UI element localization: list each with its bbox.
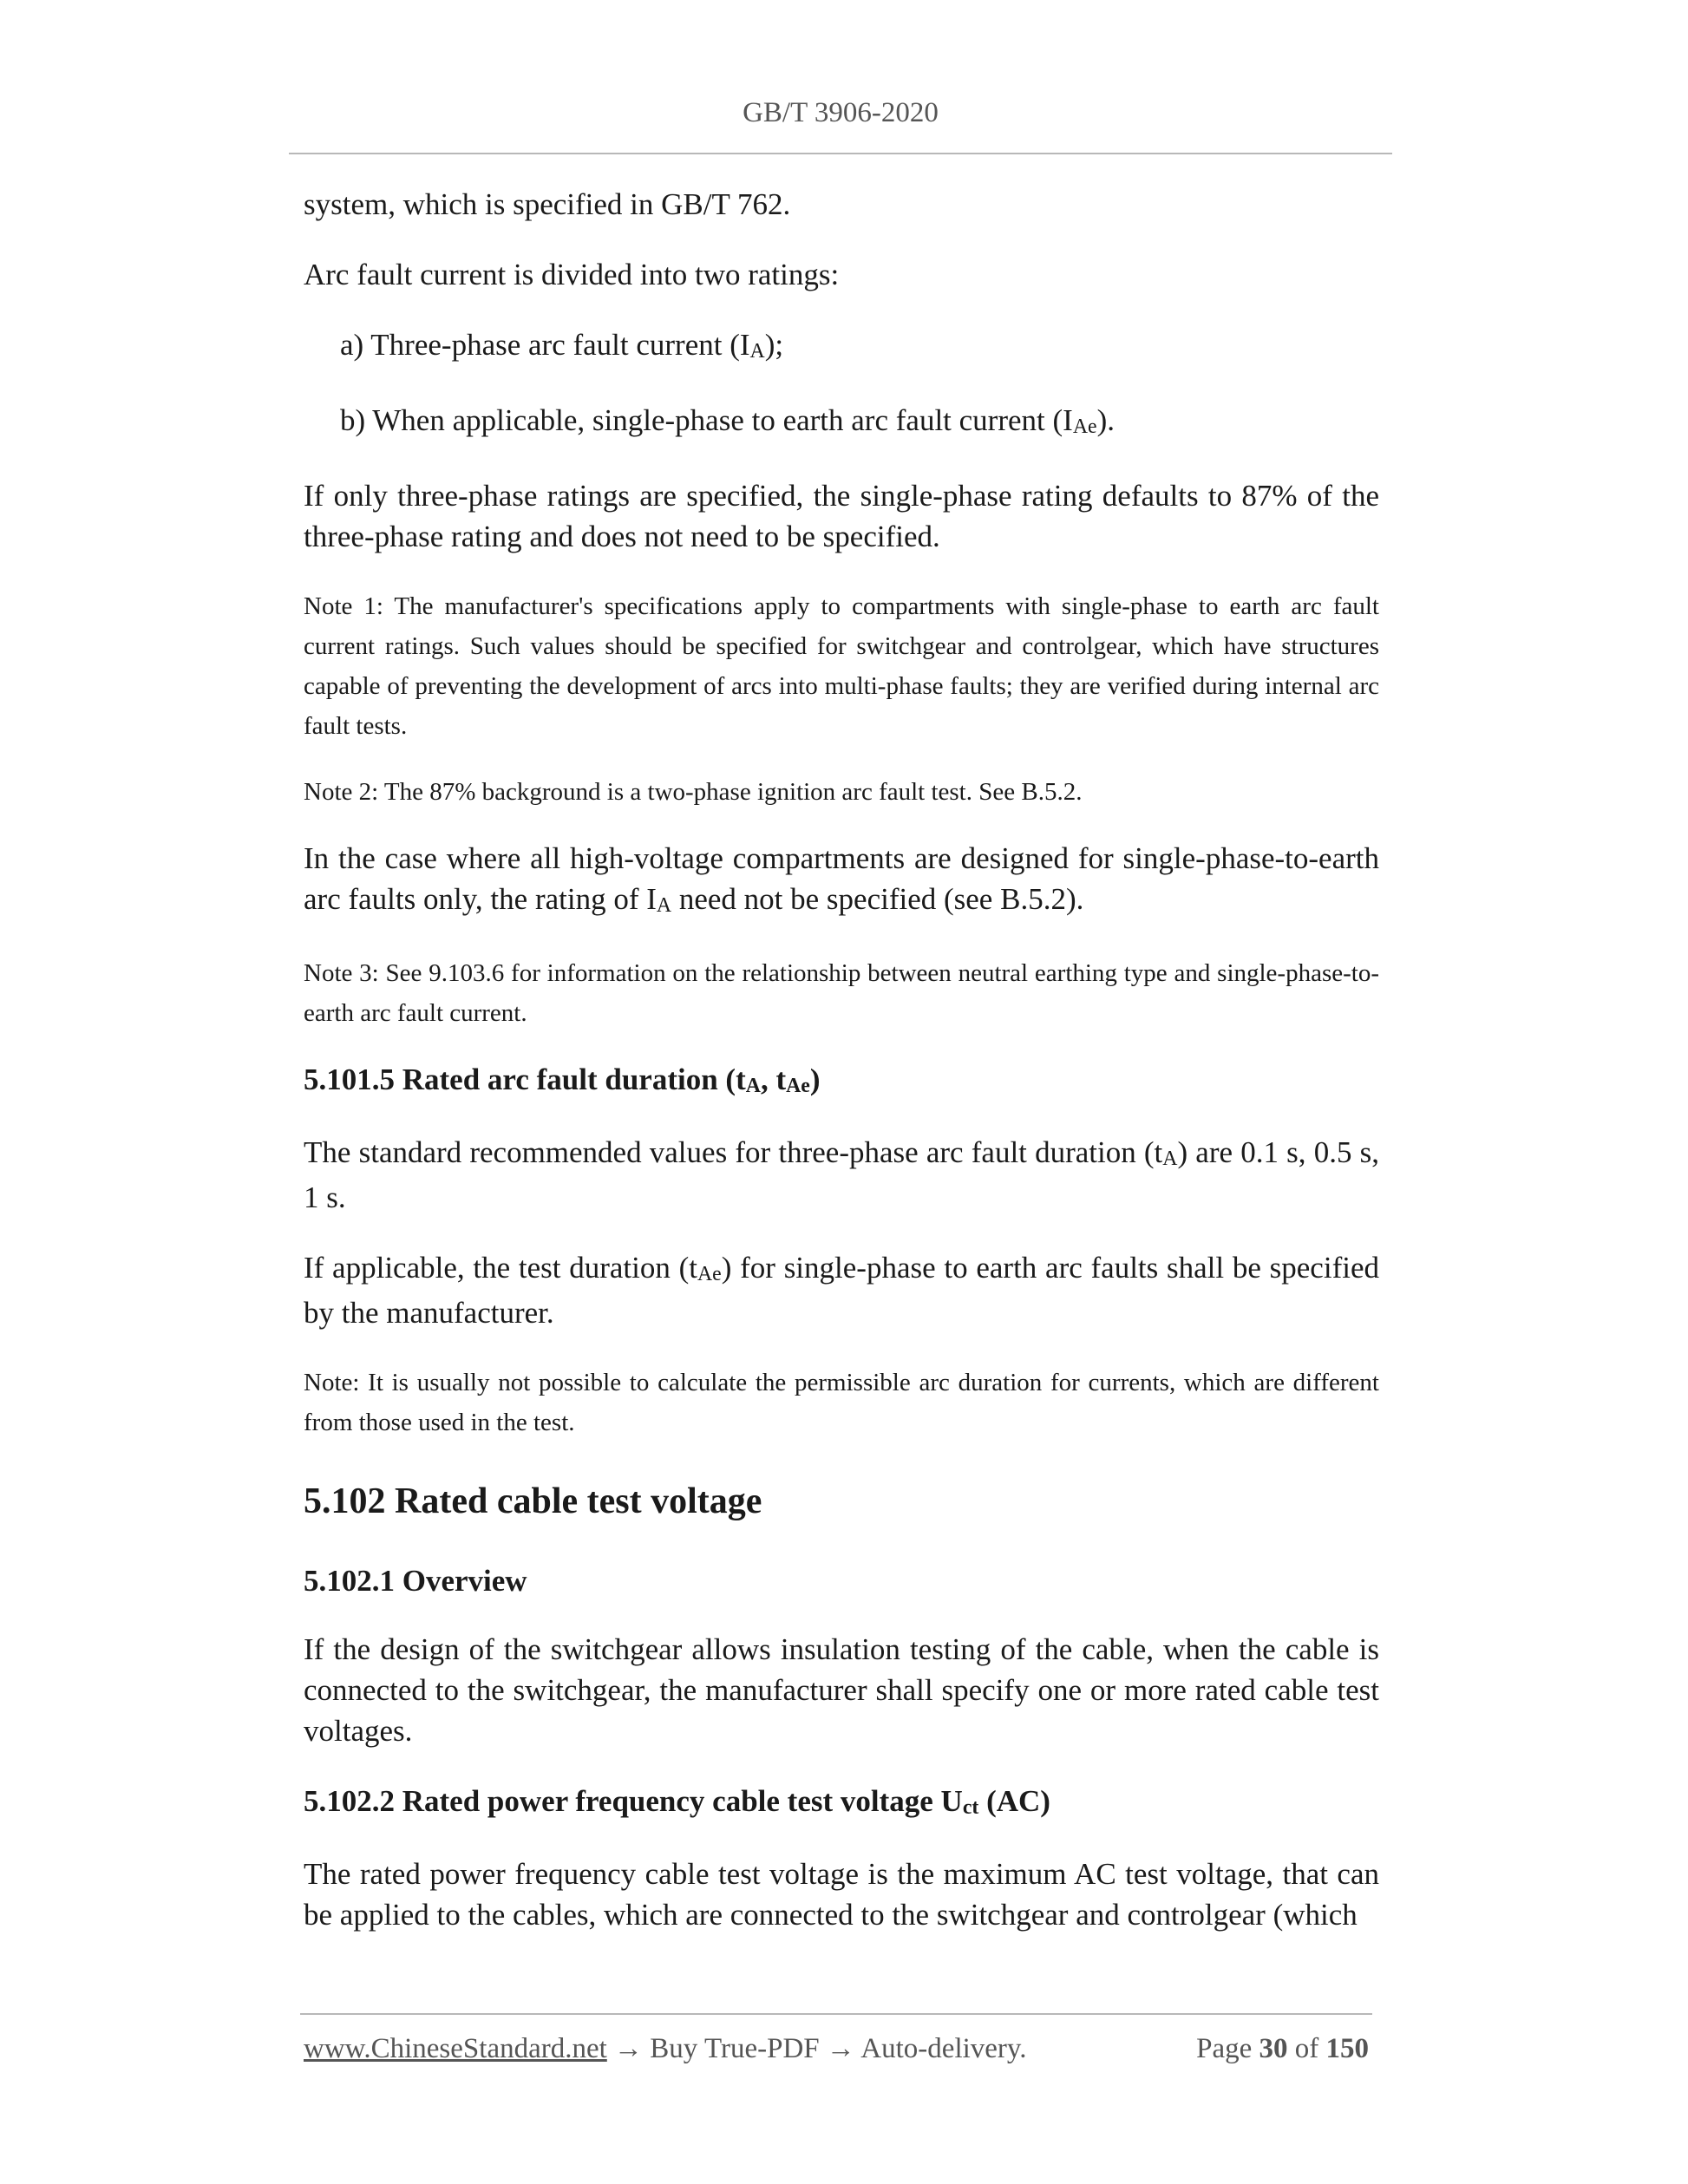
section-heading: 5.102 Rated cable test voltage bbox=[304, 1481, 762, 1521]
paragraph: If applicable, the test duration $(t_{Ae})$ for single-phase to earth arc faults shall be specified by the manufacturer. bbox=[304, 1251, 1379, 1330]
paragraph: The rated power frequency cable test voltage is the maximum AC test voltage, that can be applied to the cables, which are connected to the switchgear and controlgear (which bbox=[304, 1857, 1379, 1932]
note: Note 2: The 87% background is a two-phase ignition arc fault test. See B.5.2. bbox=[304, 778, 1083, 806]
page-header: GB/T 3906-2020 bbox=[743, 97, 939, 128]
website-link[interactable]: www.ChineseStandard.net bbox=[304, 2033, 607, 2064]
document-body bbox=[304, 184, 1379, 1965]
paragraph: The standard recommended values for three-phase arc fault duration $(t_A)$ are 0.1 s, 0.5 s, 1 s. bbox=[304, 1135, 1380, 1214]
footer-divider bbox=[300, 2013, 1372, 2015]
section-heading: 5.101.5 Rated arc fault duration ($t_A$, $t_{Ae}$) bbox=[304, 1063, 821, 1097]
paragraph: In the case where all high-voltage compartments are designed for single-phase-to-earth arc faults only, the rating of $I_A$ need not be specified (see B.5.2). bbox=[304, 841, 1379, 917]
section-heading: 5.102.1 Overview bbox=[304, 1564, 527, 1598]
note: Note 1: The manufacturer's specifications apply to compartments with single-phase to earth arc fault current ratings. Such values should be specified for switchgear and controlgear, which have structures capable of preventing the development of arcs into multi-phase faults; they are verified during internal arc fault tests. bbox=[304, 592, 1379, 740]
footer-tagline: → Buy True-PDF → Auto-delivery. bbox=[606, 2033, 1027, 2064]
page-indicator: Page 30 of 150 bbox=[1196, 2033, 1369, 2064]
header-divider bbox=[289, 153, 1392, 154]
note: Note 3: See 9.103.6 for information on the relationship between neutral earthing type and single-phase-to-earth arc fault current. bbox=[304, 959, 1379, 1027]
paragraph: If only three-phase ratings are specified, the single-phase rating defaults to 87% of the three-phase rating and does not need to be specified. bbox=[304, 479, 1379, 553]
list-item: b) When applicable, single-phase to earth arc fault current $(I_{Ae})$. bbox=[340, 403, 1115, 438]
section-heading: 5.102.2 Rated power frequency cable test voltage $U_{ct}$ (AC) bbox=[304, 1784, 1050, 1819]
list-item: a) Three-phase arc fault current $(I_A)$; bbox=[340, 328, 784, 363]
paragraph: system, which is specified in GB/T 762. bbox=[304, 187, 791, 221]
note: Note: It is usually not possible to calculate the permissible arc duration for currents, which are different from those used in the test. bbox=[304, 1369, 1379, 1436]
paragraph: Arc fault current is divided into two ratings: bbox=[304, 258, 840, 291]
page-footer bbox=[304, 2033, 1371, 2065]
paragraph: If the design of the switchgear allows insulation testing of the cable, when the cable is connected to the switchgear, the manufacturer shall specify one or more rated cable test voltages. bbox=[304, 1632, 1379, 1748]
